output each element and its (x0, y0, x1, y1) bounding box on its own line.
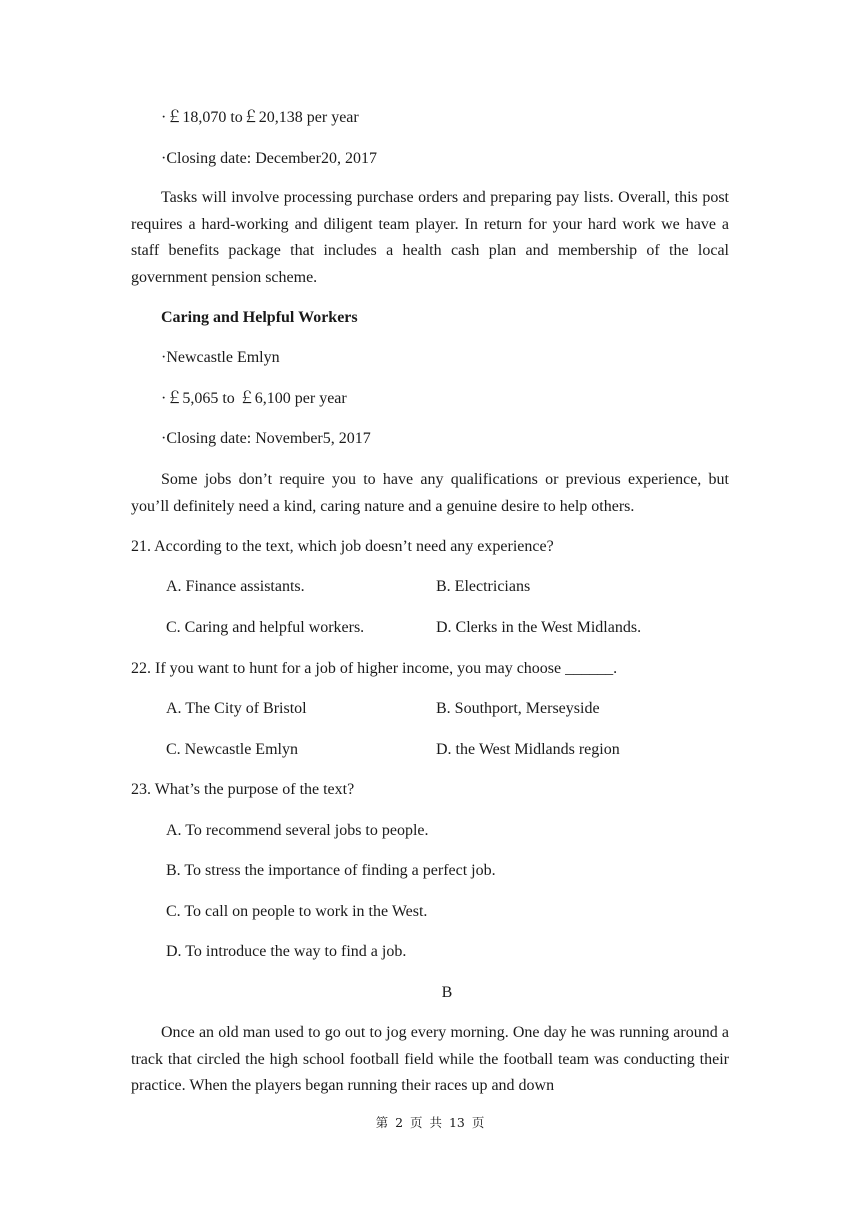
question-23-option-c: C. To call on people to work in the West. (166, 903, 428, 920)
job2-salary: ·￡18,070 to￡20,138 per year (161, 109, 359, 126)
question-22-option-d: D. the West Midlands region (436, 741, 620, 758)
question-22-option-a: A. The City of Bristol (166, 700, 307, 717)
question-21-option-b: B. Electricians (436, 578, 531, 595)
question-22-option-c: C. Newcastle Emlyn (166, 741, 298, 758)
question-21-option-c: C. Caring and helpful workers. (166, 619, 365, 636)
question-23-option-b: B. To stress the importance of finding a perfect job. (166, 862, 496, 879)
job3-closing-date: ·Closing date: November5, 2017 (161, 430, 371, 447)
question-21-option-d: D. Clerks in the West Midlands. (436, 619, 642, 636)
question-23-option-d: D. To introduce the way to find a job. (166, 943, 407, 960)
question-21-option-a: A. Finance assistants. (166, 578, 305, 595)
page-footer: 第 2 页 共 13 页 (375, 1115, 485, 1130)
question-23-stem: 23. What’s the purpose of the text? (131, 781, 355, 798)
job3-title: Caring and Helpful Workers (161, 309, 358, 326)
job3-location: ·Newcastle Emlyn (161, 349, 280, 366)
section-b-passage: Once an old man used to go out to jog every morning. One day he was running around a track that circled the high school football field while the football team was conducting their practice. When the players began running their races up and down (131, 1024, 729, 1094)
question-22-stem: 22. If you want to hunt for a job of higher income, you may choose ______. (131, 660, 618, 677)
job2-closing-date: ·Closing date: December20, 2017 (161, 150, 377, 167)
job2-description: Tasks will involve processing purchase orders and preparing pay lists. Overall, this post requires a hard-working and diligent team player. In return for your hard work we have a staff benefits package that includes a health cash plan and membership of the local government pension scheme. (131, 189, 729, 286)
question-21-stem: 21. According to the text, which job doesn’t need any experience? (131, 538, 554, 555)
question-22-option-b: B. Southport, Merseyside (436, 700, 600, 717)
section-b-heading: B (441, 984, 453, 1001)
question-23-option-a: A. To recommend several jobs to people. (166, 822, 429, 839)
job3-salary: ·￡5,065 to ￡6,100 per year (161, 390, 347, 407)
job3-description: Some jobs don’t require you to have any qualifications or previous experience, but you’ll definitely need a kind, caring nature and a genuine desire to help others. (131, 471, 729, 515)
